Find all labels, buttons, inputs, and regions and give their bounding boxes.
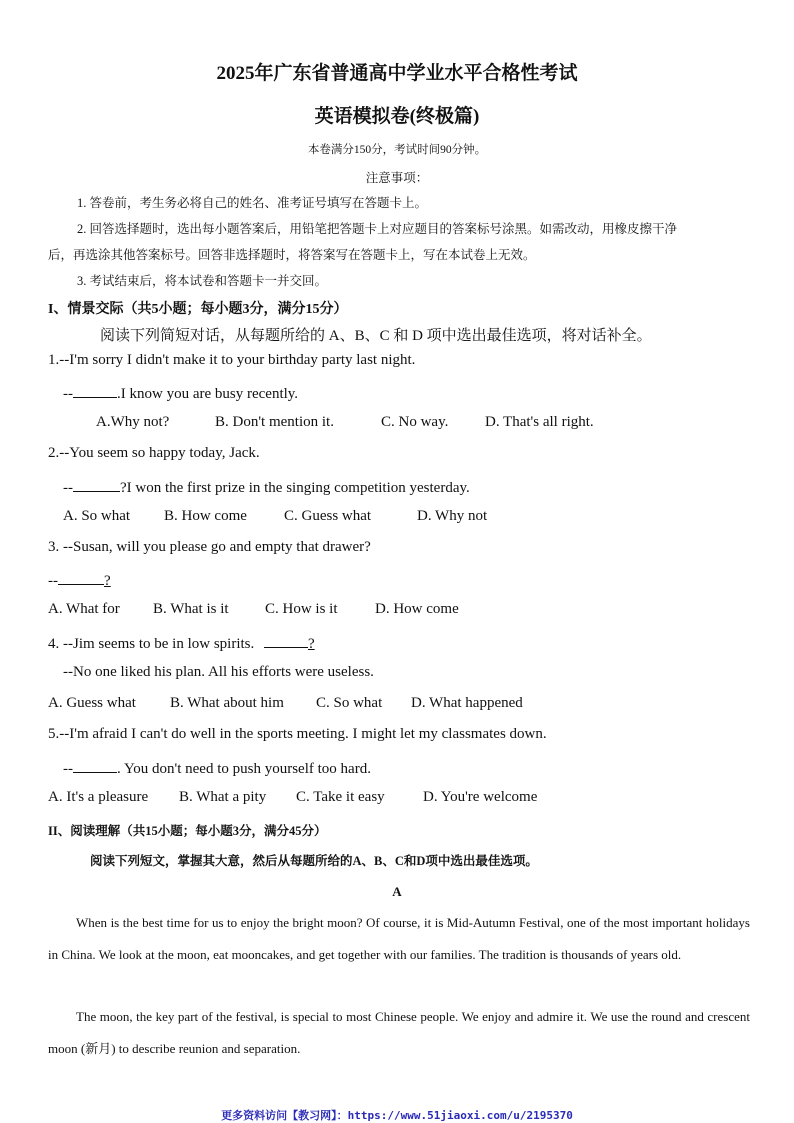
question-2-option-b: B. How come bbox=[164, 508, 247, 524]
question-2-option-d: D. Why not bbox=[417, 508, 488, 524]
question-2-option-c: C. Guess what bbox=[284, 508, 372, 524]
question-5-option-a: A. It's a pleasure bbox=[48, 789, 149, 805]
question-1-option-d: D. That's all right. bbox=[485, 414, 594, 430]
notice-item-2: 2. 回答选择题时，选出每小题答案后，用铅笔把答题卡上对应题目的答案标号涂黑。如需改动，用橡皮擦干净 bbox=[77, 222, 678, 236]
notice-item-1: 1. 答卷前，考生务必将自己的姓名、准考证号填写在答题卡上。 bbox=[77, 196, 428, 210]
question-4-option-d: D. What happened bbox=[411, 695, 523, 711]
question-2-line-2: -- ?I won the first prize in the singing competition yesterday. bbox=[63, 477, 470, 497]
passage-paragraph-2: The moon, the key part of the festival, is special to most Chinese people. We enjoy and admire it. We use the round and crescent moon (新月) to describe reunion and separation. bbox=[48, 1009, 750, 1056]
question-3-option-b: B. What is it bbox=[153, 601, 229, 617]
answer-blank bbox=[73, 477, 120, 492]
section-1-instruction: 阅读下列简短对话，从每题所给的 A、B、C 和 D 项中选出最佳选项，将对话补全。 bbox=[100, 328, 652, 344]
question-1-line-2: -- .I know you are busy recently. bbox=[63, 383, 298, 403]
question-1-option-c: C. No way. bbox=[381, 414, 449, 430]
question-3-line-2: -- ? bbox=[48, 570, 111, 590]
exam-subtitle: 英语模拟卷(终极篇) bbox=[314, 106, 480, 127]
question-4-option-a: A. Guess what bbox=[48, 695, 136, 711]
passage-paragraph-1: When is the best time for us to enjoy the bright moon? Of course, it is Mid-Autumn Festival, one of the most important holidays in China. We look at the moon, eat mooncakes, and get together with our families. The tradition is thousands of years old. bbox=[48, 915, 750, 962]
section-1-heading: I、情景交际（共5小题；每小题3分，满分15分） bbox=[48, 302, 348, 317]
passage-label: A bbox=[392, 884, 402, 899]
answer-blank bbox=[58, 570, 104, 585]
answer-blank bbox=[73, 758, 117, 773]
question-3-option-c: C. How is it bbox=[265, 601, 338, 617]
question-3-option-d: D. How come bbox=[375, 601, 459, 617]
question-1-option-b: B. Don't mention it. bbox=[215, 414, 334, 430]
question-4-option-b: B. What about him bbox=[170, 695, 284, 711]
question-5-option-d: D. You're welcome bbox=[423, 789, 538, 805]
answer-blank bbox=[264, 633, 308, 648]
exam-info: 本卷满分150分，考试时间90分钟。 bbox=[307, 144, 487, 156]
question-5-option-c: C. Take it easy bbox=[296, 789, 385, 805]
question-4-line-1: 4. --Jim seems to be in low spirits. ? bbox=[48, 633, 315, 653]
question-3-option-a: A. What for bbox=[48, 601, 120, 617]
question-3-line-1: 3. --Susan, will you please go and empty that drawer? bbox=[48, 539, 371, 555]
question-5-line-2: -- . You don't need to push yourself too hard. bbox=[63, 758, 371, 778]
section-2-heading: II、阅读理解（共15小题；每小题3分，满分45分） bbox=[48, 824, 327, 838]
question-1-line-1: 1.--I'm sorry I didn't make it to your birthday party last night. bbox=[48, 352, 416, 368]
question-5-line-1: 5.--I'm afraid I can't do well in the sports meeting. I might let my classmates down. bbox=[48, 726, 547, 742]
question-2-line-1: 2.--You seem so happy today, Jack. bbox=[48, 445, 260, 461]
section-2-instruction: 阅读下列短文，掌握其大意，然后从每题所给的A、B、C和D项中选出最佳选项。 bbox=[90, 854, 538, 868]
notice-item-3: 3. 考试结束后，将本试卷和答题卡一并交回。 bbox=[77, 274, 328, 288]
question-5-option-b: B. What a pity bbox=[179, 789, 267, 805]
answer-blank bbox=[73, 383, 117, 398]
question-4-option-c: C. So what bbox=[316, 695, 383, 711]
notice-heading: 注意事项： bbox=[365, 171, 429, 185]
question-1-option-a: A.Why not? bbox=[96, 414, 170, 430]
notice-item-2-continued: 后，再选涂其他答案标号。回答非选择题时，将答案写在答题卡上，写在本试卷上无效。 bbox=[48, 248, 536, 262]
exam-title: 2025年广东省普通高中学业水平合格性考试 bbox=[216, 63, 578, 84]
footer-link[interactable]: 更多资料访问【教习网】：https://www.51jiaoxi.com/u/2195370 bbox=[221, 1109, 573, 1122]
question-4-line-2: --No one liked his plan. All his efforts were useless. bbox=[63, 664, 374, 680]
question-2-option-a: A. So what bbox=[63, 508, 131, 524]
